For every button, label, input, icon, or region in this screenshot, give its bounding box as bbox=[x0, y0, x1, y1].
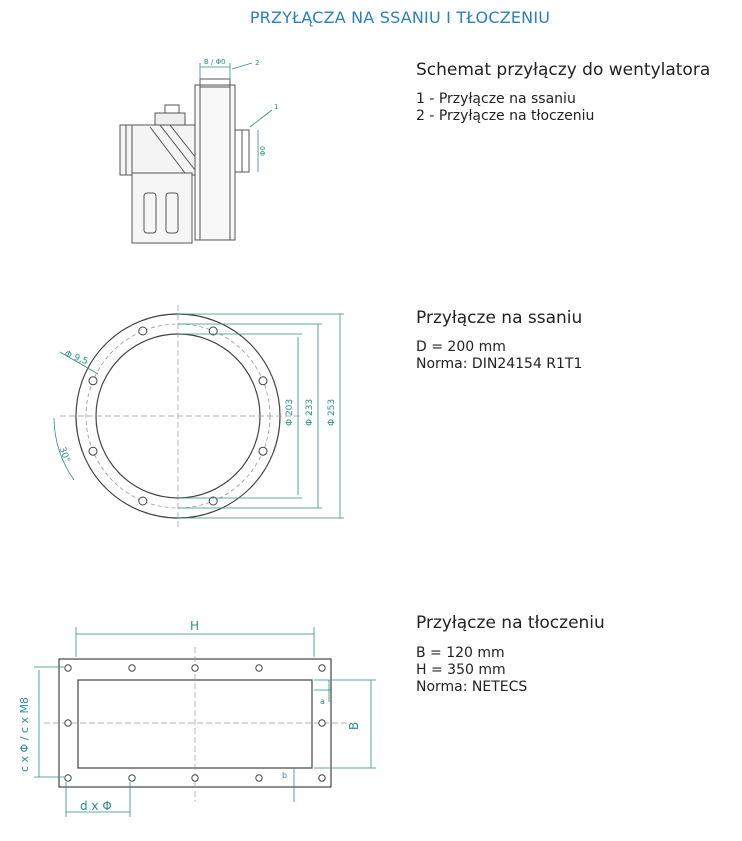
schematic-title: Schemat przyłączy do wentylatora bbox=[416, 60, 711, 80]
schematic-legend bbox=[416, 91, 594, 125]
bolt-hole bbox=[319, 665, 325, 671]
suction-flange-drawing bbox=[40, 300, 370, 535]
suction-title: Przyłącze na ssaniu bbox=[416, 308, 583, 328]
discharge-dim-b: b bbox=[282, 771, 288, 780]
bolt-hole bbox=[139, 497, 147, 505]
suction-specs bbox=[416, 339, 582, 373]
fan-schematic-drawing bbox=[100, 55, 290, 250]
discharge-dim-a: a bbox=[320, 697, 325, 706]
suction-dim-d2: Φ 233 bbox=[305, 398, 315, 426]
discharge-specs bbox=[416, 645, 527, 696]
bolt-hole bbox=[259, 447, 267, 455]
suction-dim-d3: Φ 253 bbox=[327, 398, 337, 426]
schematic-top-dim: B / Φ0 bbox=[204, 58, 226, 66]
bolt-hole bbox=[129, 665, 135, 671]
discharge-flange-drawing bbox=[14, 612, 384, 822]
discharge-height: H = 350 mm bbox=[416, 662, 506, 678]
bolt-hole bbox=[89, 377, 97, 385]
bolt-hole bbox=[89, 447, 97, 455]
discharge-title: Przyłącze na tłoczeniu bbox=[416, 613, 605, 633]
discharge-dim-H: H bbox=[190, 619, 200, 633]
bolt-hole bbox=[65, 665, 71, 671]
bolt-hole bbox=[65, 720, 71, 726]
discharge-width: B = 120 mm bbox=[416, 645, 505, 661]
discharge-dim-left: c x Φ / c x M8 bbox=[18, 697, 31, 772]
bolt-hole bbox=[129, 775, 135, 781]
bolt-hole bbox=[319, 775, 325, 781]
bolt-hole bbox=[192, 665, 198, 671]
bolt-hole bbox=[65, 775, 71, 781]
legend-line-discharge: 2 - Przyłącze na tłoczeniu bbox=[416, 108, 595, 124]
bolt-hole bbox=[139, 327, 147, 335]
suction-dim-d1: Φ 203 bbox=[285, 398, 295, 426]
discharge-dim-B: B bbox=[347, 721, 361, 730]
bolt-hole bbox=[259, 377, 267, 385]
schematic-callout-2: 2 bbox=[255, 59, 260, 67]
bolt-hole bbox=[319, 720, 325, 726]
schematic-callout-1: 1 bbox=[274, 103, 279, 111]
suction-norm: Norma: DIN24154 R1T1 bbox=[416, 356, 583, 372]
page-title: PRZYŁĄCZA NA SSANIU I TŁOCZENIU bbox=[249, 8, 551, 27]
suction-angle-label: 30° bbox=[56, 445, 72, 465]
schematic-side-dim: Φ0 bbox=[259, 146, 267, 156]
bolt-hole bbox=[256, 775, 262, 781]
bolt-hole bbox=[256, 665, 262, 671]
discharge-dim-bottom: d x Φ bbox=[80, 799, 112, 813]
suction-diameter: D = 200 mm bbox=[416, 339, 506, 355]
discharge-norm: Norma: NETECS bbox=[416, 679, 528, 695]
legend-line-suction: 1 - Przyłącze na ssaniu bbox=[416, 91, 576, 107]
suction-hole-label: Φ 9,5 bbox=[62, 349, 90, 368]
bolt-hole bbox=[192, 775, 198, 781]
